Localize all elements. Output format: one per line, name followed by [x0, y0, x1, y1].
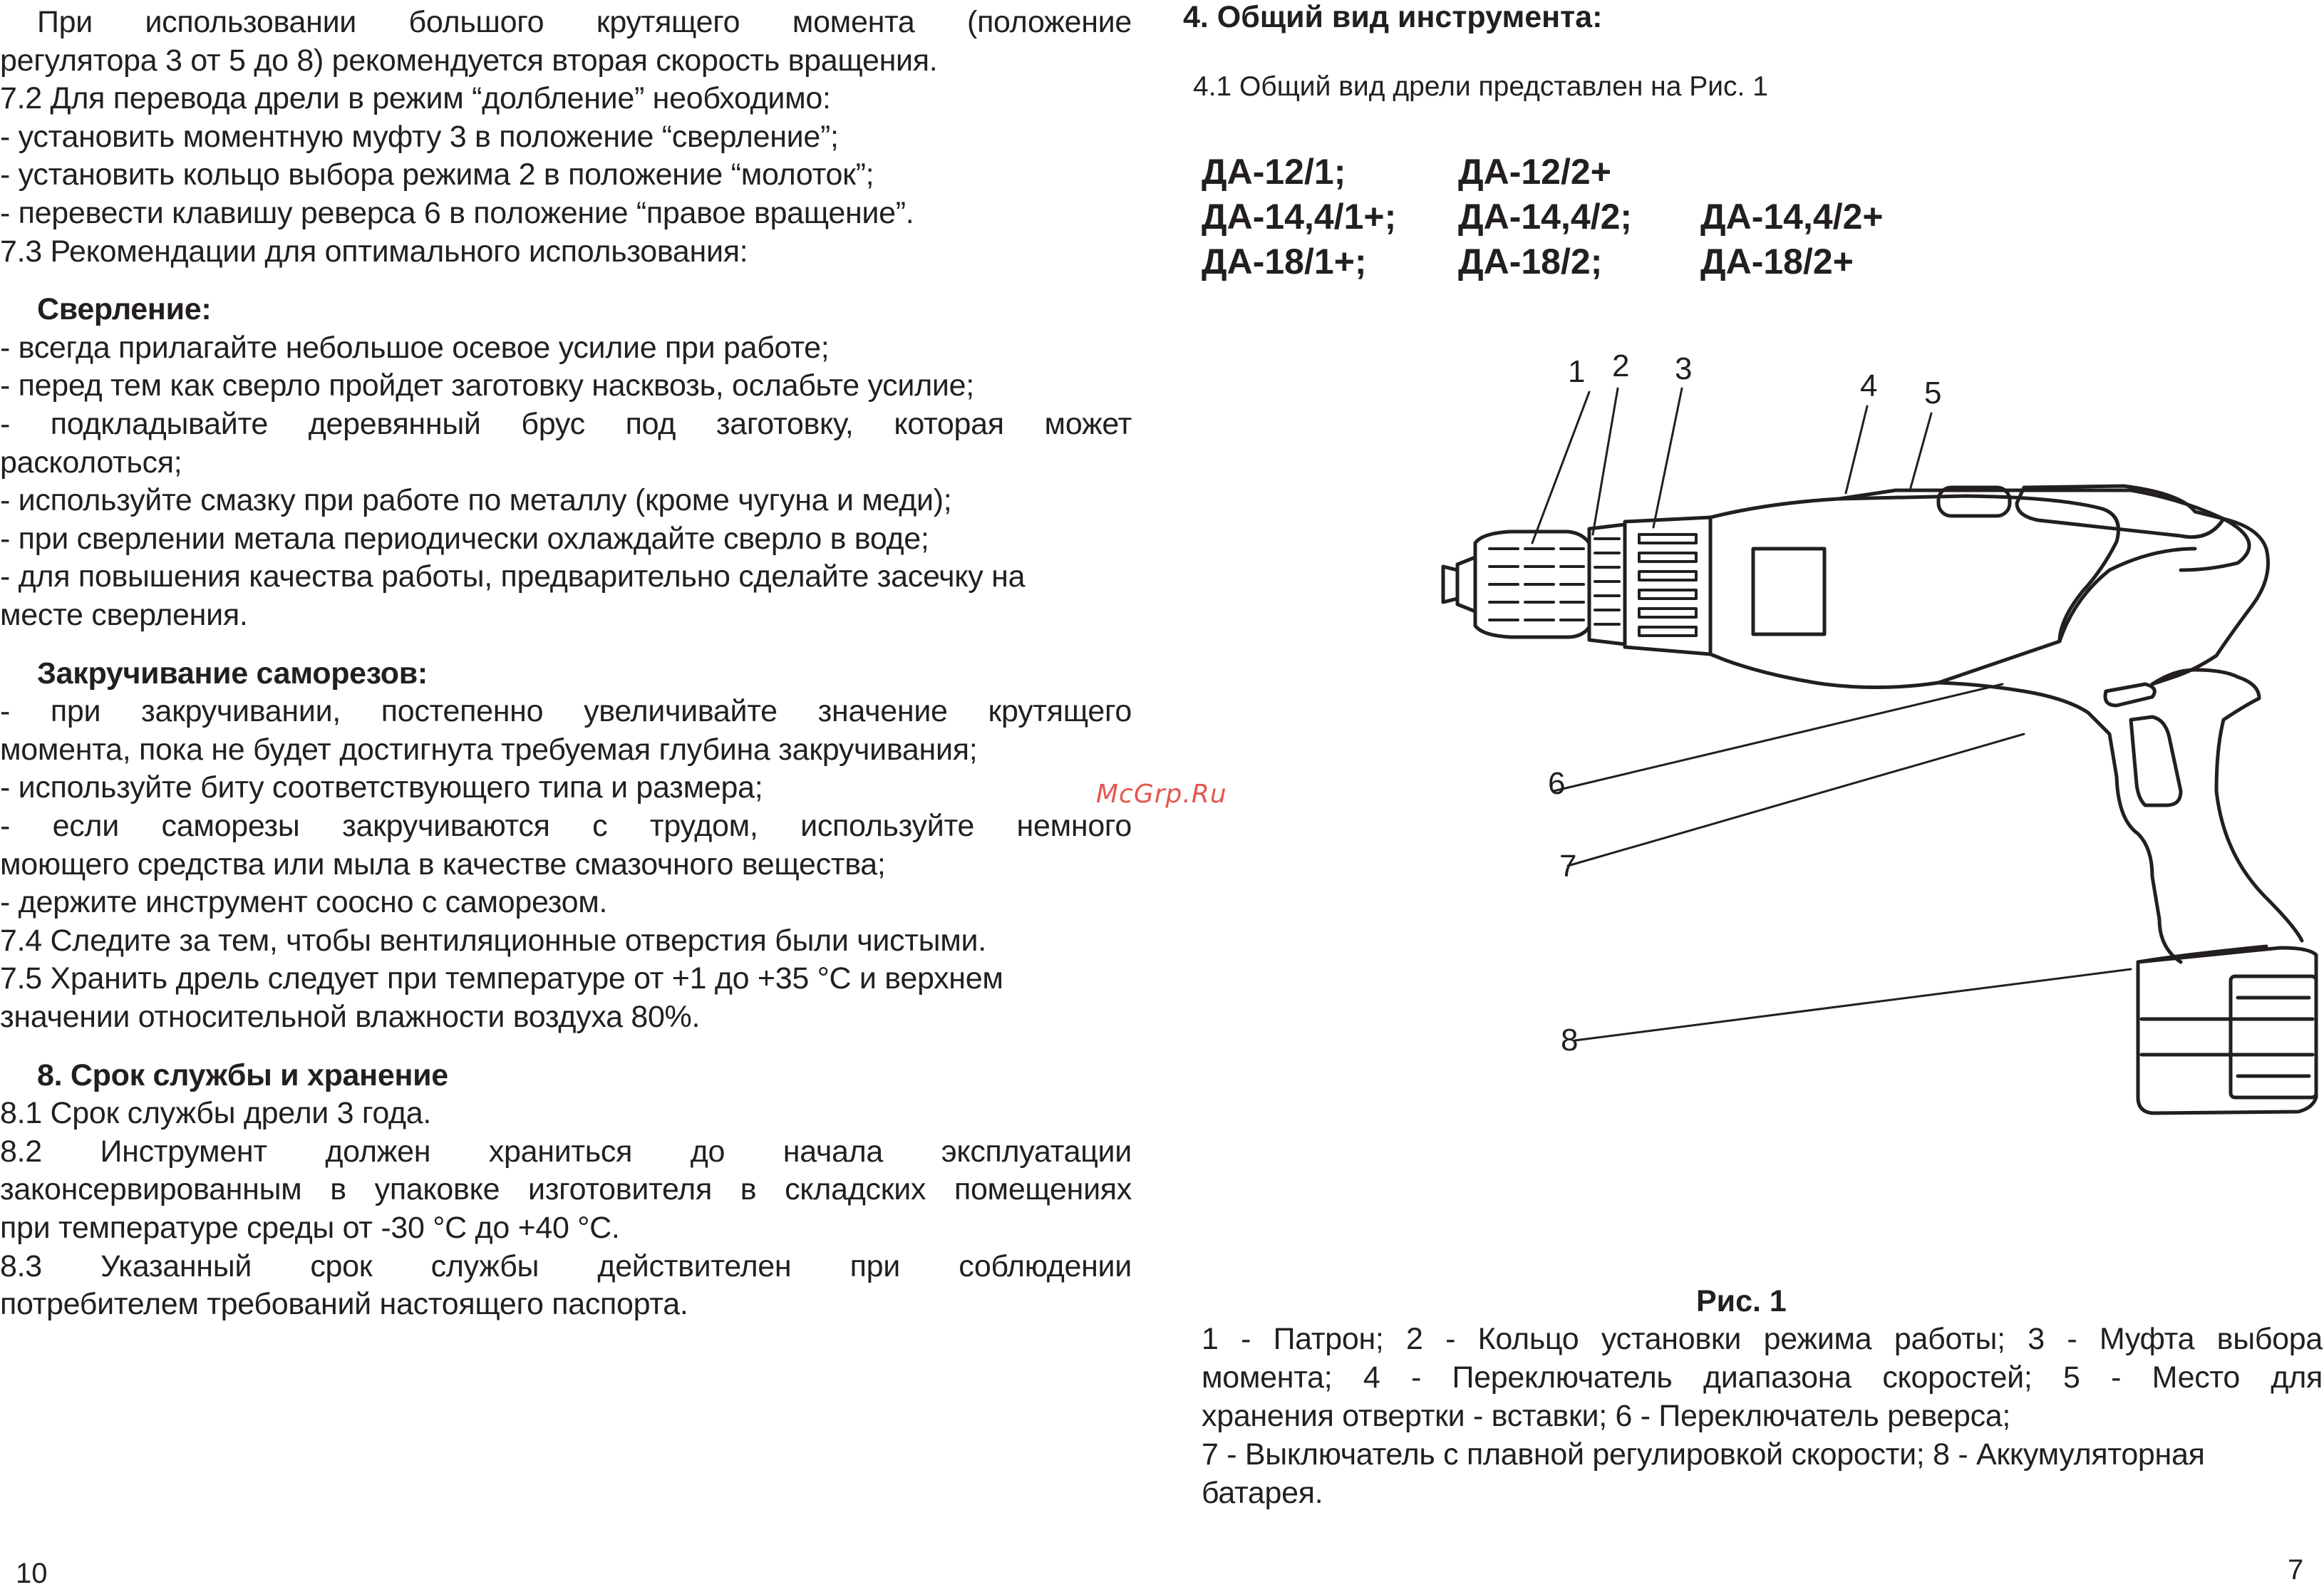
text-line: Закручивание саморезов:: [37, 656, 428, 691]
model-name: ДА-12/2+: [1458, 152, 1611, 192]
text-line: 7.5 Хранить дрель следует при температуре от +1 до +35 °С и верхнем: [0, 961, 1003, 996]
text-line: законсервированным в упаковке изготовителя в складских помещениях: [0, 1172, 1132, 1207]
text-line: 7.2 Для перевода дрели в режим “долбление” необходимо:: [0, 81, 831, 116]
text-line: 8.1 Срок службы дрели 3 года.: [0, 1096, 432, 1131]
bit-storage: [2017, 486, 2224, 537]
text-line: Сверление:: [37, 292, 212, 327]
legend-line: хранения отвертки - вставки; 6 - Переключатель реверса;: [1202, 1399, 2011, 1433]
legend-line: батарея.: [1202, 1476, 1323, 1510]
handle: [1938, 670, 2302, 962]
mode-ring: [1589, 524, 1625, 644]
text-line: моющего средства или мыла в качестве смазочного вещества;: [0, 847, 886, 882]
section-intro: 4.1 Общий вид дрели представлен на Рис. 1: [1193, 71, 1768, 102]
text-line: при температуре среды от -30 °С до +40 °С.: [0, 1211, 620, 1245]
chuck-grip-lines: [1489, 549, 1584, 620]
reverse-switch: [2105, 684, 2154, 705]
callout-5: 5: [1924, 376, 1942, 410]
text-line: расколоться;: [0, 445, 182, 480]
model-name: ДА-18/1+;: [1202, 242, 1367, 281]
text-line: месте сверления.: [0, 598, 248, 632]
text-line: При использовании большого крутящего момента (положение: [37, 5, 1132, 39]
text-line: - при закручивании, постепенно увеличивайте значение крутящего: [0, 694, 1132, 729]
text-line: потребителем требований настоящего паспорта.: [0, 1287, 688, 1322]
text-line: 8.2 Инструмент должен храниться до начала эксплуатации: [0, 1134, 1132, 1169]
callout-7: 7: [1559, 849, 1577, 884]
text-line: - используйте смазку при работе по металлу (кроме чугуна и меди);: [0, 483, 952, 518]
callout-6: 6: [1548, 766, 1566, 801]
text-line: - установить моментную муфту 3 в положение “сверление”;: [0, 119, 839, 154]
text-line: - для повышения качества работы, предварительно сделайте засечку на: [0, 559, 1026, 594]
model-name: ДА-18/2+: [1700, 242, 1854, 281]
model-name: ДА-18/2;: [1458, 242, 1603, 281]
text-line: - используйте биту соответствующего типа и размера;: [0, 770, 763, 805]
chuck-tip: [1443, 567, 1457, 602]
callout-2: 2: [1612, 348, 1630, 383]
callout-4: 4: [1860, 368, 1878, 403]
left-page: [0, 0, 1133, 1592]
watermark: McGrp.Ru: [1096, 780, 1227, 809]
model-name: ДА-14,4/2;: [1458, 197, 1633, 237]
legend-line: момента; 4 - Переключатель диапазона скоростей; 5 - Место для: [1202, 1360, 2323, 1395]
section-heading: 4. Общий вид инструмента:: [1183, 0, 1603, 34]
legend-line: 7 - Выключатель с плавной регулировкой скорости; 8 - Аккумуляторная: [1202, 1437, 2205, 1472]
right-page-number: 7: [2288, 1554, 2304, 1586]
callout-3: 3: [1675, 351, 1693, 386]
drill-diagram: [1183, 335, 2323, 1140]
text-line: 8.3 Указанный срок службы действителен при соблюдении: [0, 1249, 1132, 1283]
text-line: - держите инструмент соосно с саморезом.: [0, 885, 608, 920]
text-line: 8. Срок службы и хранение: [37, 1058, 448, 1092]
right-page: [1183, 0, 2324, 1592]
text-line: - всегда прилагайте небольшое осевое усилие при работе;: [0, 330, 830, 365]
text-line: - установить кольцо выбора режима 2 в положение “молоток”;: [0, 157, 874, 192]
battery: [2138, 948, 2316, 1113]
left-page-number: 10: [16, 1558, 48, 1589]
text-line: 7.3 Рекомендации для оптимального использования:: [0, 234, 748, 269]
text-line: - перед тем как сверло пройдет заготовку насквозь, ослабьте усилие;: [0, 368, 974, 403]
callout-8: 8: [1561, 1023, 1579, 1058]
model-name: ДА-14,4/2+: [1700, 197, 1884, 237]
text-line: - при сверлении метала периодически охлаждайте сверло в воде;: [0, 521, 929, 556]
callout-1: 1: [1568, 354, 1586, 389]
model-name: ДА-12/1;: [1202, 152, 1346, 192]
vent-window: [1753, 549, 1824, 634]
trigger: [2131, 717, 2181, 805]
drill-body: [1710, 496, 2119, 688]
figure-caption: Рис. 1: [1696, 1284, 1787, 1318]
text-line: - подкладывайте деревянный брус под заготовку, которая может: [0, 407, 1132, 441]
text-line: регулятора 3 от 5 до 8) рекомендуется вторая скорость вращения.: [0, 43, 938, 78]
figure-legend: [1202, 1320, 2323, 1512]
text-line: 7.4 Следите за тем, чтобы вентиляционные отверстия были чистыми.: [0, 923, 986, 958]
text-line: - перевести клавишу реверса 6 в положение “правое вращение”.: [0, 196, 914, 230]
legend-line: 1 - Патрон; 2 - Кольцо установки режима работы; 3 - Муфта выбора: [1202, 1322, 2323, 1356]
model-name: ДА-14,4/1+;: [1202, 197, 1397, 237]
text-line: значении относительной влажности воздуха 80%.: [0, 1000, 701, 1034]
text-line: момента, пока не будет достигнута требуемая глубина закручивания;: [0, 732, 978, 767]
text-line: - если саморезы закручиваются с трудом, используйте немного: [0, 809, 1132, 843]
